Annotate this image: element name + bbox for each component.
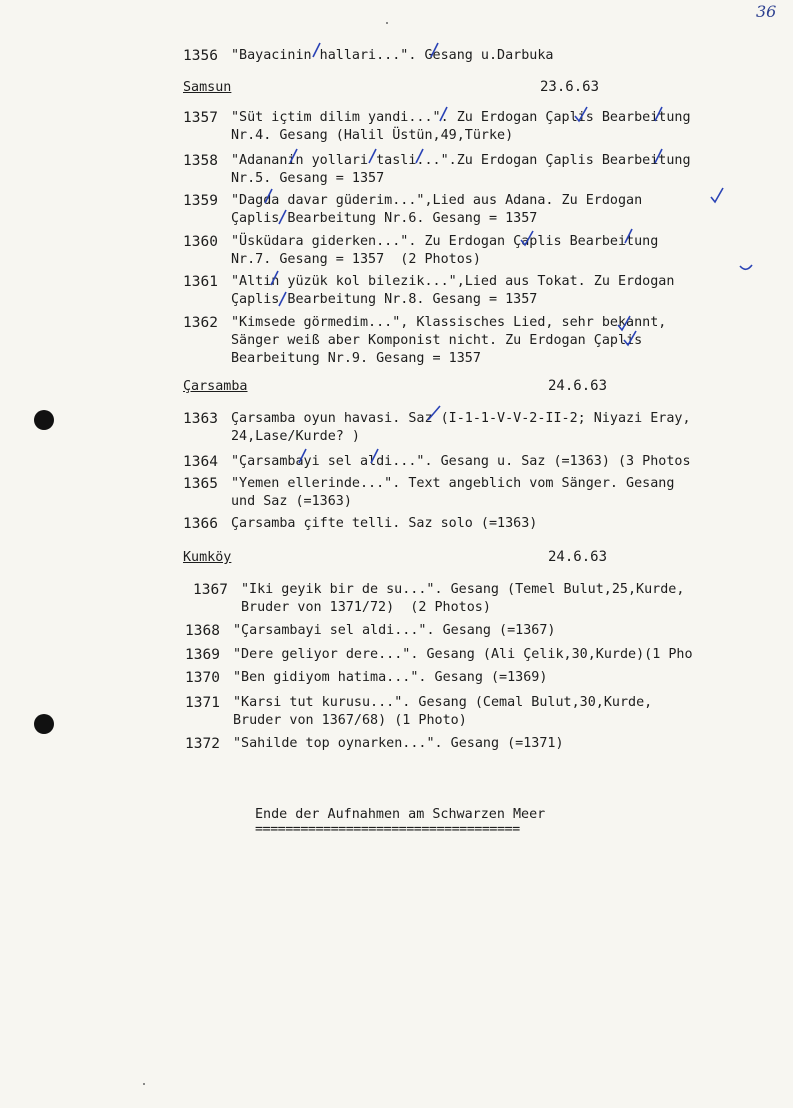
check-mark — [287, 146, 301, 166]
check-mark — [573, 104, 589, 124]
entry-text: "Yemen ellerinde...". Text angeblich vom Sänger. Gesang — [231, 476, 675, 491]
entry-1370 — [185, 669, 547, 687]
entry-1359 — [183, 192, 642, 228]
entry-text: "Üsküdara giderken...". Zu Erdogan Çaplis Bearbeitung — [231, 234, 659, 249]
entry-text: Nr.5. Gesang = 1357 — [231, 171, 385, 186]
entry-text: "Karsi tut kurusu...". Gesang (Cemal Bulut,30,Kurde, — [233, 695, 653, 710]
entry-text: "Çarsambayi sel aldi...". Gesang (=1367) — [233, 623, 556, 638]
entry-number: 1359 — [183, 193, 218, 209]
entry-text: 24,Lase/Kurde? ) — [231, 429, 360, 444]
entry-1360 — [183, 233, 658, 269]
entry-1356 — [183, 47, 553, 65]
entry-text: "Bayacinin hallari...". Gesang u.Darbuka — [231, 48, 554, 63]
check-mark — [262, 186, 276, 206]
check-mark — [368, 446, 382, 466]
check-mark — [428, 40, 442, 60]
entry-number: 1364 — [183, 454, 218, 470]
entry-number: 1356 — [183, 48, 218, 64]
entry-text: "Dere geliyor dere...". Gesang (Ali Çelik,30,Kurde)(1 Pho — [233, 647, 693, 662]
place-name: Kumköy — [183, 550, 232, 565]
check-mark — [310, 40, 324, 60]
entry-number: 1360 — [183, 234, 218, 250]
entry-text: "Süt içtim dilim yandi...". Zu Erdogan Çaplis Bearbeitung — [231, 110, 691, 125]
section-date: 23.6.63 — [540, 79, 600, 95]
specks — [386, 22, 388, 24]
page-number: 36 — [756, 2, 777, 21]
check-mark — [413, 146, 427, 166]
section-date: 24.6.63 — [548, 378, 608, 394]
section-date: 24.6.63 — [548, 549, 608, 565]
entry-1361 — [183, 273, 674, 309]
entry-number: 1363 — [183, 411, 218, 427]
entry-1371 — [185, 694, 652, 730]
entry-text: Bruder von 1371/72) (2 Photos) — [241, 600, 491, 615]
entry-text: Çaplis Bearbeitung Nr.6. Gesang = 1357 — [231, 211, 538, 226]
entry-text: Çarsamba çifte telli. Saz solo (=1363) — [231, 516, 538, 531]
section-heading-samsun — [183, 79, 231, 97]
check-mark — [437, 104, 451, 124]
entry-text: "Çarsambayi sel aldi...". Gesang u. Saz (=1363) (3 Photos — [231, 454, 691, 469]
punch-hole-top — [34, 410, 54, 430]
check-mark — [276, 289, 290, 309]
punch-hole-bottom — [34, 714, 54, 734]
check-mark — [738, 263, 754, 273]
entry-text: "Kimsede görmedim...", Klassisches Lied, sehr bekannt, — [231, 315, 667, 330]
place-name: Çarsamba — [183, 379, 248, 394]
entry-number: 1368 — [185, 623, 220, 639]
closing-text: Ende der Aufnahmen am Schwarzen Meer — [255, 807, 546, 822]
entry-text: "Iki geyik bir de su...". Gesang (Temel Bulut,25,Kurde, — [241, 582, 685, 597]
entry-text: "Adananin yollari tasli...".Zu Erdogan Çaplis Bearbeitung — [231, 153, 691, 168]
check-mark — [652, 104, 666, 124]
entry-1362 — [183, 314, 666, 368]
entry-1358 — [183, 152, 691, 188]
entry-number: 1365 — [183, 476, 218, 492]
check-mark — [622, 226, 636, 246]
check-mark — [709, 185, 725, 205]
check-mark — [652, 146, 666, 166]
check-mark — [268, 268, 282, 288]
entry-text: "Altin yüzük kol bilezik...",Lied aus Tokat. Zu Erdogan — [231, 274, 675, 289]
entry-text: Nr.4. Gesang (Halil Üstün,49,Türke) — [231, 128, 514, 143]
entry-1367 — [193, 581, 684, 617]
entry-1365 — [183, 475, 674, 511]
entry-text: Nr.7. Gesang = 1357 (2 Photos) — [231, 252, 481, 267]
check-mark — [622, 328, 638, 348]
section-heading-carsamba — [183, 378, 248, 396]
entry-text: und Saz (=1363) — [231, 494, 352, 509]
entry-number: 1372 — [185, 736, 220, 752]
entry-number: 1361 — [183, 274, 218, 290]
entry-1369 — [185, 646, 693, 664]
entry-text: "Ben gidiyom hatima...". Gesang (=1369) — [233, 670, 548, 685]
closing-rule: =================================== — [255, 822, 520, 837]
section-heading-kumkoy — [183, 549, 231, 567]
entry-number: 1369 — [185, 647, 220, 663]
entry-1368 — [185, 622, 555, 640]
entry-text: "Sahilde top oynarken...". Gesang (=1371) — [233, 736, 564, 751]
entry-number: 1362 — [183, 315, 218, 331]
place-name: Samsun — [183, 80, 232, 95]
entry-1364 — [183, 453, 691, 471]
entry-text: "Dagda davar güderim...",Lied aus Adana. Zu Erdogan — [231, 193, 643, 208]
check-mark — [519, 228, 535, 248]
entry-number: 1370 — [185, 670, 220, 686]
entry-number: 1358 — [183, 153, 218, 169]
entry-number: 1357 — [183, 110, 218, 126]
entry-number: 1371 — [185, 695, 220, 711]
check-mark — [276, 207, 290, 227]
check-mark — [425, 403, 443, 423]
entry-text: Sänger weiß aber Komponist nicht. Zu Erdogan Çaplis — [231, 333, 643, 348]
entry-1372 — [185, 735, 564, 753]
entry-text: Çaplis Bearbeitung Nr.8. Gesang = 1357 — [231, 292, 538, 307]
entry-number: 1366 — [183, 516, 218, 532]
entry-text: Bruder von 1367/68) (1 Photo) — [233, 713, 467, 728]
entry-number: 1367 — [193, 582, 228, 598]
entry-1366 — [183, 515, 537, 533]
entry-text: Bearbeitung Nr.9. Gesang = 1357 — [231, 351, 481, 366]
specks — [143, 1083, 145, 1085]
entry-text: Çarsamba oyun havasi. Saz (I-1-1-V-V-2-II-2; Niyazi Eray, — [231, 411, 691, 426]
check-mark — [296, 446, 310, 466]
check-mark — [366, 146, 380, 166]
